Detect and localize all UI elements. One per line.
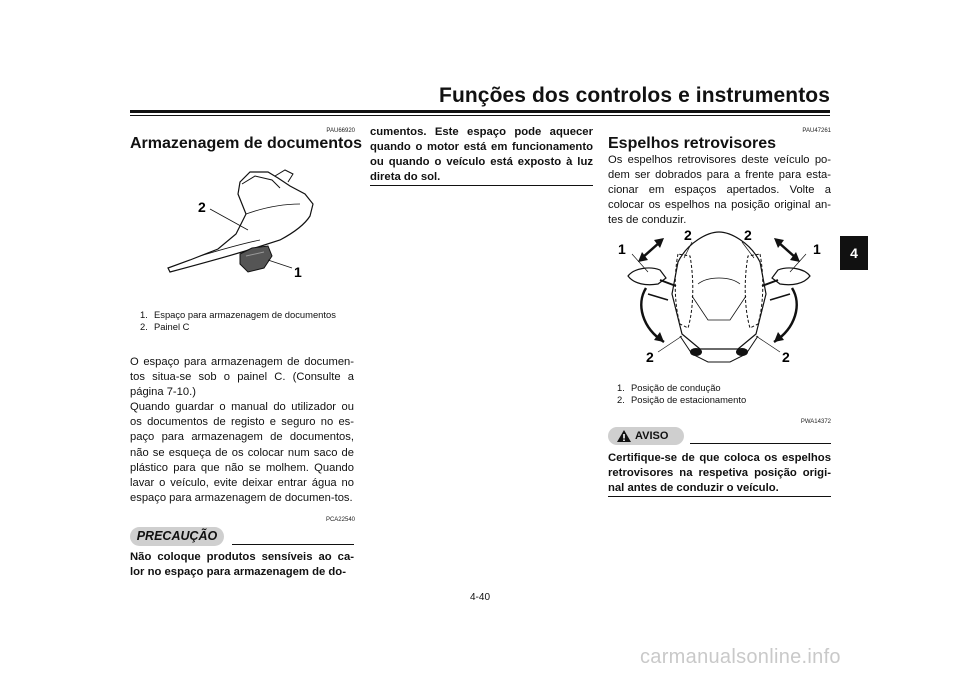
caption-item (617, 382, 827, 394)
caption-number: 2. (140, 321, 148, 332)
caption-text: Posição de condução (631, 382, 721, 393)
figure-label-2-bottom-right: 2 (782, 349, 790, 365)
caption-text: Posição de estacionamento (631, 394, 747, 405)
header-rule-thin (130, 115, 830, 116)
figure-label-1-left: 1 (618, 241, 626, 257)
figure-label-2-bottom-left: 2 (646, 349, 654, 365)
warning-text: Certifique-se de que coloca os espelhos retrovisores na respetiva posição origi-nal antes de conduzir o veículo. (608, 452, 831, 495)
section-body-documents (130, 355, 354, 506)
header-rule (130, 110, 830, 113)
body-paragraph: O espaço para armazenagem de documen-tos situa-se sob o painel C. (Consulte a página 7-10.) (130, 356, 354, 399)
figure-label-2-top-left: 2 (684, 227, 692, 243)
precaution-rule (232, 544, 354, 545)
warning-end-rule (608, 496, 831, 497)
precaution-text-continued: cumentos. Este espaço pode aquecer quando o motor está em funcionamento ou quando o veículo está exposto à luz direta do sol. (370, 126, 593, 184)
section-code: PAU66920 (326, 128, 355, 134)
caption-number: 1. (140, 309, 148, 320)
figure-label-2: 2 (198, 199, 206, 215)
warning-icon (616, 429, 632, 443)
warning-rule (690, 443, 831, 444)
section-heading-documents: Armazenagem de documentos (130, 135, 363, 152)
caption-item (140, 309, 340, 321)
precaution-end-rule (370, 185, 593, 186)
warning-label: AVISO (635, 430, 669, 442)
page-title: Funções dos controlos e instrumentos (439, 84, 830, 107)
figure-caption-list (140, 309, 340, 333)
figure-label-1: 1 (294, 264, 302, 280)
warning-code: PWA14372 (800, 419, 831, 425)
caption-number: 1. (617, 382, 625, 393)
warning-badge (608, 427, 684, 445)
figure-label-1-right: 1 (813, 241, 821, 257)
chapter-tab[interactable]: 4 (840, 236, 868, 270)
precaution-text: Não coloque produtos sensíveis ao ca-lor no espaço para armazenagem de do- (130, 551, 354, 579)
figure-caption-list (617, 382, 827, 406)
mirror-positions-illustration (608, 224, 830, 374)
caption-text: Espaço para armazenagem de documentos (154, 309, 336, 320)
section-heading-mirrors: Espelhos retrovisores (608, 135, 777, 152)
caption-number: 2. (617, 394, 625, 405)
caption-item (617, 394, 827, 406)
precaution-badge: PRECAUÇÃO (130, 527, 224, 546)
caption-text: Painel C (154, 321, 190, 332)
page-number: 4-40 (469, 592, 490, 603)
section-body-mirrors: Os espelhos retrovisores deste veículo po-dem ser dobrados para a frente para esta-cionar em espaços apertados. Volte a colocar os espelhos na posição original an-tes de conduzir. (608, 154, 831, 227)
watermark: carmanualsonline.info (640, 646, 841, 668)
precaution-code: PCA22540 (325, 517, 355, 523)
figure-label-2-top-right: 2 (744, 227, 752, 243)
document-storage-illustration (160, 164, 350, 304)
caption-item (140, 321, 340, 333)
section-code: PAU47261 (802, 128, 831, 134)
body-paragraph: Quando guardar o manual do utilizador ou os documentos de registo e seguro no es-paço para armazenagem de documentos, não se esqueça de os colocar num saco de plástico para que não se molhem. Quando lavar o veículo, evite deixar entrar água no espaço para armazenagem de documen-tos. (130, 401, 354, 504)
